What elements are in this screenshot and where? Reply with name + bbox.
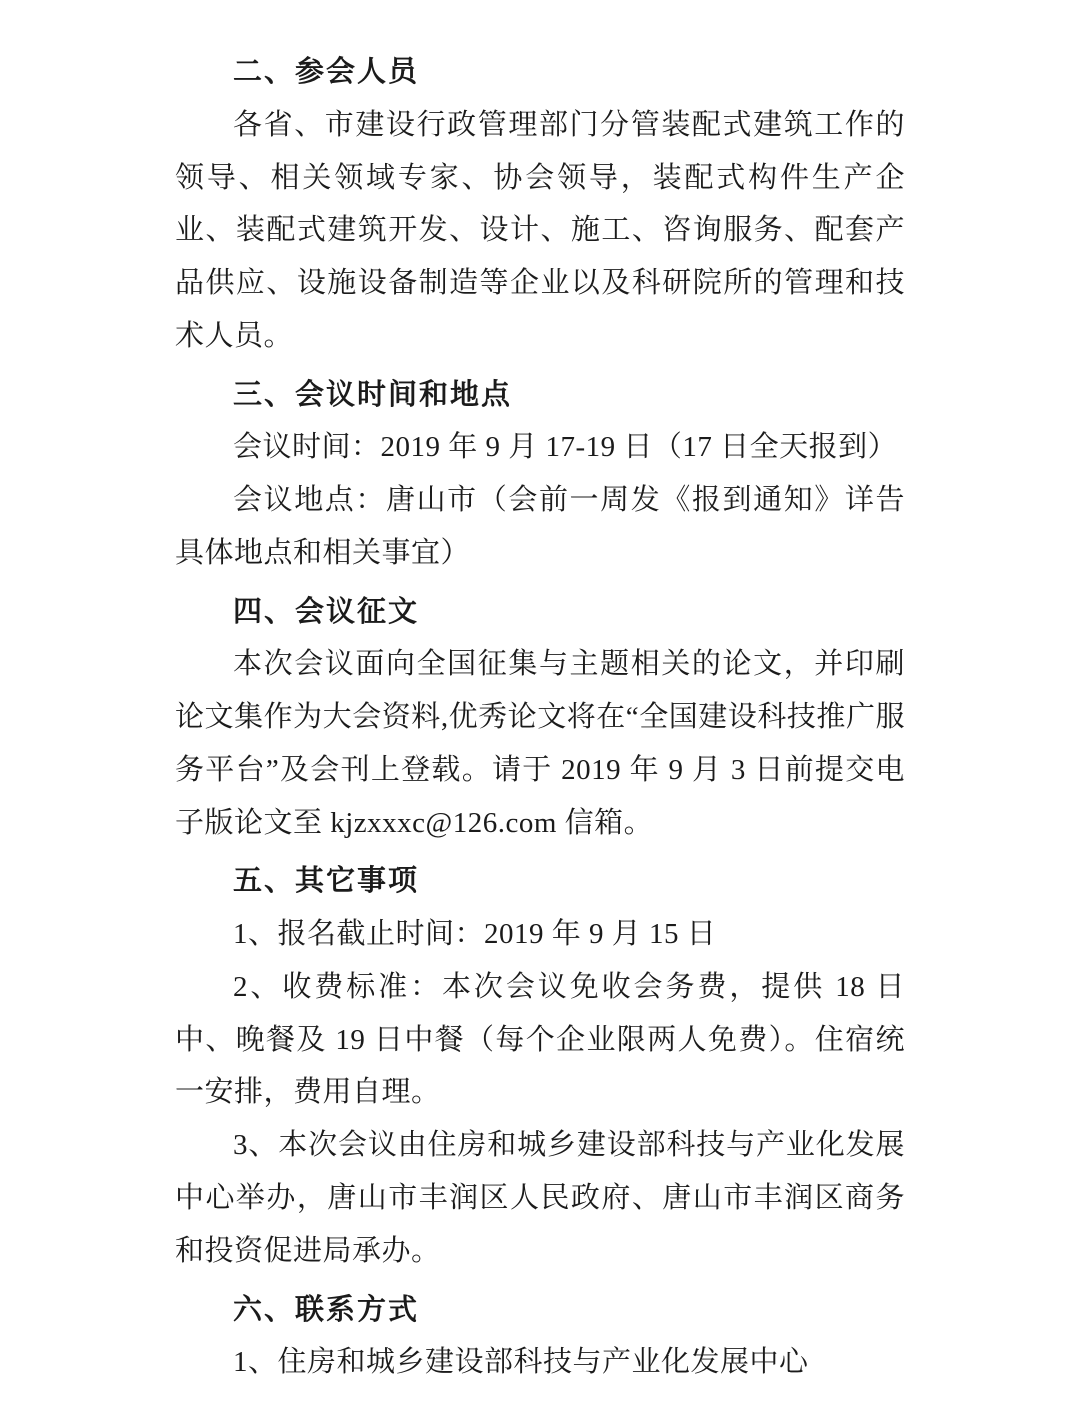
paragraph-attendees-1: 各省、市建设行政管理部门分管装配式建筑工作的领导、相关领域专家、协会领导，装配式构件生产企业、装配式建筑开发、设计、施工、咨询服务、配套产品供应、设施设备制造等企业以及科研院所的管理和技术人员。 bbox=[175, 108, 905, 352]
section-heading-attendees: 二、参会人员 bbox=[233, 54, 420, 88]
paragraph-other-matters-3: 3、本次会议由住房和城乡建设部科技与产业化发展中心举办，唐山市丰润区人民政府、唐山市丰润区商务和投资促进局承办。 bbox=[175, 1129, 905, 1267]
section-contact bbox=[175, 1284, 905, 1390]
paragraph-contact-1: 1、住房和城乡建设部科技与产业化发展中心 bbox=[233, 1346, 809, 1379]
section-heading-call-for-papers: 四、会议征文 bbox=[233, 593, 420, 628]
section-time-and-place bbox=[175, 369, 905, 580]
section-attendees bbox=[175, 46, 905, 363]
paragraph-meeting-place: 会议地点：唐山市（会前一周发《报到通知》详告具体地点和相关事宜） bbox=[175, 484, 905, 569]
paragraph-call-for-papers-1: 本次会议面向全国征集与主题相关的论文，并印刷论文集作为大会资料,优秀论文将在“全国建设科技推广服务平台”及会刊上登载。请于 2019 年 9 月 3 日前提交电子版论文至 kjzxxxc@126.com 信箱。 bbox=[175, 648, 905, 839]
section-other-matters bbox=[175, 855, 905, 1277]
section-heading-time-and-place: 三、会议时间和地点 bbox=[233, 376, 513, 411]
paragraph-other-matters-1: 1、报名截止时间：2019 年 9 月 15 日 bbox=[233, 918, 717, 951]
section-call-for-papers bbox=[175, 586, 905, 850]
paragraph-meeting-time: 会议时间：2019 年 9 月 17-19 日（17 日全天报到） bbox=[233, 431, 898, 464]
paragraph-other-matters-2: 2、收费标准：本次会议免收会务费，提供 18 日中、晚餐及 19 日中餐（每个企业限两人免费）。住宿统一安排，费用自理。 bbox=[175, 970, 905, 1109]
section-heading-other-matters: 五、其它事项 bbox=[233, 863, 420, 898]
document-body bbox=[175, 46, 905, 1389]
section-heading-contact: 六、联系方式 bbox=[233, 1291, 420, 1326]
